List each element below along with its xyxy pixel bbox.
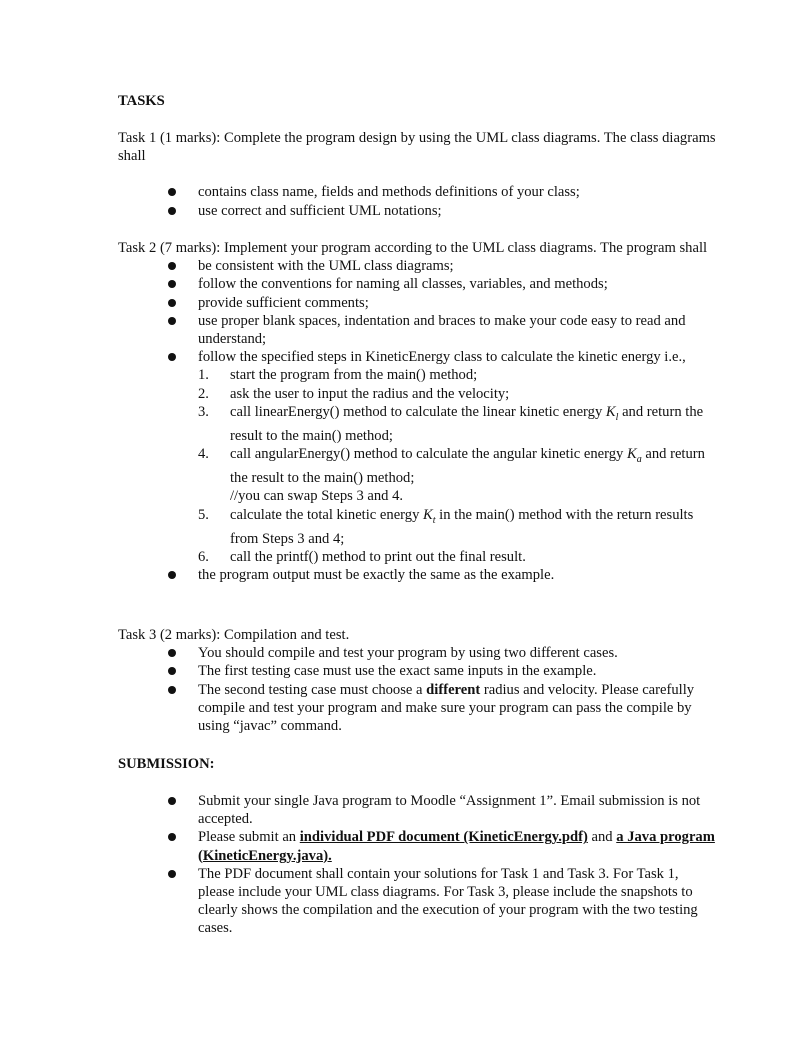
steps-list bbox=[198, 366, 718, 566]
submission-section bbox=[118, 792, 718, 938]
bullet-icon bbox=[168, 299, 176, 307]
task2-intro: Task 2 (7 marks): Implement your program according to the UML class diagrams. The program shall bbox=[118, 240, 708, 256]
java-program-text: a Java program bbox=[616, 829, 715, 846]
bullet-icon bbox=[168, 262, 176, 270]
java-file-text: KineticEnergy.java). bbox=[202, 847, 332, 864]
step-item: 3. call linearEnergy() method to calculate the linear kinetic energy $K_l$ and return the result to the main() method; bbox=[198, 403, 704, 444]
bullet-icon bbox=[168, 353, 176, 361]
bullet-icon bbox=[168, 571, 176, 579]
pdf-document-text: individual PDF document (KineticEnergy.pdf) bbox=[299, 829, 588, 846]
list-item: The first testing case must use the exact same inputs in the example. bbox=[118, 662, 718, 680]
task2-section bbox=[118, 239, 718, 584]
list-item: follow the conventions for naming all classes, variables, and methods; bbox=[118, 275, 718, 293]
tasks-heading: TASKS bbox=[118, 93, 165, 109]
swap-note: //you can swap Steps 3 and 4. bbox=[230, 488, 404, 505]
bullet-icon bbox=[168, 207, 176, 215]
submission-heading: SUBMISSION: bbox=[118, 756, 215, 772]
task1-bullet-list bbox=[118, 183, 718, 219]
step-item: 2. ask the user to input the radius and the velocity; bbox=[198, 385, 510, 402]
list-item: The PDF document shall contain your solutions for Task 1 and Task 3. For Task 1, please include your UML class diagrams. For Task 3, please include the snapshots to clearly shows the compilation and the execution of your program with the two testing cases. bbox=[118, 865, 718, 938]
step-item: 6. call the printf() method to print out the final result. bbox=[198, 548, 526, 565]
bullet-icon bbox=[168, 317, 176, 325]
bullet-icon bbox=[168, 797, 176, 805]
submission-bullet-list bbox=[118, 792, 718, 938]
list-item: You should compile and test your program by using two different cases. bbox=[118, 644, 718, 662]
task1-intro: Task 1 (1 marks): Complete the program design by using the UML class diagrams. The class diagrams shall bbox=[118, 130, 716, 165]
list-item: contains class name, fields and methods definitions of your class; bbox=[118, 183, 718, 201]
bullet-icon bbox=[168, 667, 176, 675]
list-item: use proper blank spaces, indentation and braces to make your code easy to read and understand; bbox=[118, 312, 718, 348]
bullet-icon bbox=[168, 833, 176, 841]
bullet-icon bbox=[168, 649, 176, 657]
task3-intro: Task 3 (2 marks): Compilation and test. bbox=[118, 627, 350, 643]
list-item: The second testing case must choose a different radius and velocity. Please carefully compile and test your program and make sure your program can pass the compile by using “javac” command. bbox=[118, 681, 718, 736]
task3-section bbox=[118, 626, 718, 735]
list-item: Please submit an individual PDF document (KineticEnergy.pdf) and a Java program (KineticEnergy.java). bbox=[118, 828, 718, 864]
step-item: 1. start the program from the main() method; bbox=[198, 367, 478, 384]
list-item: follow the specified steps in KineticEnergy class to calculate the kinetic energy i.e., 1. start the program from the main() method; 2. ask the user to input the radius and the velocity; 3. call linearEnergy() method to calculate the linear kinetic energy $K_l$ and return the result to the main() method; 4. call angularEnergy() method to calculate the angular kinetic energy $K_a$ and return the result to the main() method; //you can swap Steps 3 and 4. 5. calculate the total kinetic energy $K_t$ in the main() method with the return results from Steps 3 and 4; 6. call the printf() method to print out the final result. bbox=[118, 348, 718, 566]
list-item: the program output must be exactly the same as the example. bbox=[118, 566, 718, 584]
list-item: provide sufficient comments; bbox=[118, 294, 718, 312]
step-item: 5. calculate the total kinetic energy $K_t$ in the main() method with the return results from Steps 3 and 4; bbox=[198, 506, 694, 547]
bullet-icon bbox=[168, 870, 176, 878]
bullet-icon bbox=[168, 188, 176, 196]
step-item: 4. call angularEnergy() method to calculate the angular kinetic energy $K_a$ and return the result to the main() method; //you can swap Steps 3 and 4. bbox=[198, 446, 705, 505]
task1-section bbox=[118, 129, 718, 220]
list-item: Submit your single Java program to Moodle “Assignment 1”. Email submission is not accepted. bbox=[118, 792, 718, 828]
bullet-icon bbox=[168, 686, 176, 694]
task2-bullet-list bbox=[118, 257, 718, 584]
task3-bullet-list bbox=[118, 644, 718, 735]
list-item: be consistent with the UML class diagrams; bbox=[118, 257, 718, 275]
bullet-icon bbox=[168, 280, 176, 288]
list-item: use correct and sufficient UML notations; bbox=[118, 202, 718, 220]
